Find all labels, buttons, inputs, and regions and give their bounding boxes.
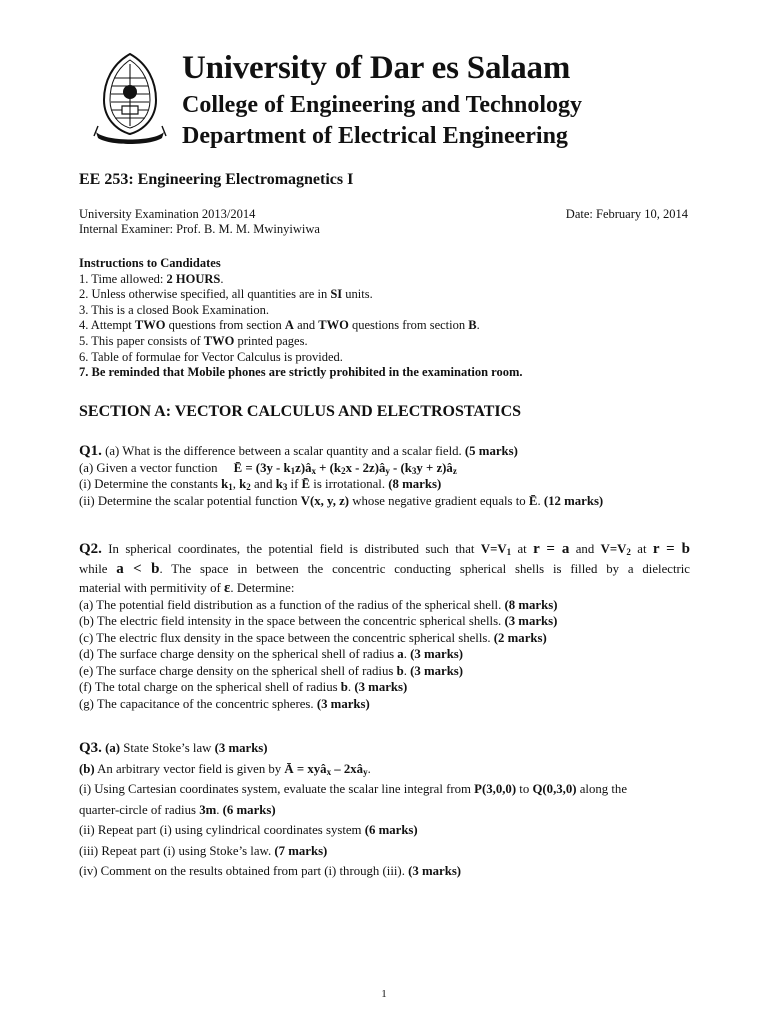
instructions-heading: Instructions to Candidates xyxy=(79,256,221,270)
q2-part-f: (f) The total charge on the spherical shell of radius b. (3 marks) xyxy=(79,680,408,694)
q2-part-a: (a) The potential field distribution as a function of the radius of the spherical shell. (8 marks) xyxy=(79,597,558,612)
instruction-4: 4. Attempt TWO questions from section A and TWO questions from section B. xyxy=(79,318,480,333)
instructions-block xyxy=(79,256,523,381)
q3-part-i-cont: quarter-circle of radius 3m. (6 marks) xyxy=(79,802,276,817)
q3-part-ii: (ii) Repeat part (i) using cylindrical coordinates system (6 marks) xyxy=(79,823,418,837)
q2-para-line-2: while a < b. The space in between the concentric conducting spherical shells is filled by a dielectric xyxy=(79,560,690,577)
page-number: 1 xyxy=(381,988,387,1000)
exam-title: University Examination 2013/2014 xyxy=(79,207,256,221)
instruction-1: 1. Time allowed: 2 HOURS. xyxy=(79,271,224,286)
instruction-3: 3. This is a closed Book Examination. xyxy=(79,302,270,317)
question-2 xyxy=(79,541,690,712)
q2-para-line-1: Q2. In spherical coordinates, the potential field is distributed such that $V=V_1$ at r = a and $V=V_2$ at r = b xyxy=(79,541,690,557)
instruction-2: 2. Unless otherwise specified, all quantities are in SI units. xyxy=(79,287,373,302)
instruction-6: 6. Table of formulae for Vector Calculus is provided. xyxy=(79,349,343,364)
q1-line-2: (a) Given a vector function Ē = $(3y - k_1z)â_x + (k_2x$ - $2z)â_y - (k_3y$ + $z)â_z$ xyxy=(79,460,457,476)
instruction-5: 5. This paper consists of TWO printed pages. xyxy=(79,333,308,348)
q2-part-g: (g) The capacitance of the concentric spheres. (3 marks) xyxy=(79,696,370,711)
department-name: Department of Electrical Engineering xyxy=(182,123,568,149)
section-a-heading: SECTION A: VECTOR CALCULUS AND ELECTROSTATICS xyxy=(79,403,522,420)
q2-part-e: (e) The surface charge density on the spherical shell of radius b. (3 marks) xyxy=(79,663,464,678)
q2-para-line-3: material with permitivity of ε. Determine: xyxy=(79,580,295,596)
q3-part-iii: (iii) Repeat part (i) using Stoke’s law. (7 marks) xyxy=(79,843,328,858)
q2-part-b: (b) The electric field intensity in the space between the concentric spherical shells. (3 marks) xyxy=(79,614,558,628)
q3-vector-equation: Ā = xyâ$_x$ – $2xâ_y$ xyxy=(284,761,368,777)
university-title: University of Dar es Salaam xyxy=(182,50,571,86)
q1-part-ii: (ii) Determine the scalar potential function V(x, y, z) whose negative gradient equals to Ē. (12 marks) xyxy=(79,493,604,508)
instruction-7: 7. Be reminded that Mobile phones are strictly prohibited in the examination room. xyxy=(79,365,523,380)
question-1 xyxy=(79,443,690,509)
q3-part-a: Q3. (a) State Stoke’s law (3 marks) xyxy=(79,740,268,756)
university-crest-icon xyxy=(92,52,168,144)
question-3 xyxy=(79,738,690,882)
examiner: Internal Examiner: Prof. B. M. M. Mwinyiwiwa xyxy=(79,222,320,236)
q2-part-c: (c) The electric flux density in the space between the concentric spherical shells. (2 marks) xyxy=(79,630,547,645)
exam-date: Date: February 10, 2014 xyxy=(565,207,688,221)
college-name: College of Engineering and Technology xyxy=(182,92,583,118)
q1-part-i: (i) Determine the constants $k_1$, $k_2$ and $k_3$ if Ē is irrotational. (8 marks) xyxy=(79,477,442,492)
q3-part-b: (b) An arbitrary vector field is given by Ā = xyâ$_x$ – $2xâ_y$. xyxy=(79,761,371,777)
course-title: EE 253: Engineering Electromagnetics I xyxy=(79,171,354,188)
q1-line-1: Q1. (a) What is the difference between a scalar quantity and a scalar field. (5 marks) xyxy=(79,443,518,459)
q2-part-d: (d) The surface charge density on the spherical shell of radius a. (3 marks) xyxy=(79,647,464,661)
q1-vector-equation: Ē = $(3y - k_1z)â_x + (k_2x$ - $2z)â_y - (k_3y$ + $z)â_z$ xyxy=(233,460,457,476)
q3-part-iv: (iv) Comment on the results obtained from part (i) through (iii). (3 marks) xyxy=(79,864,462,878)
q3-part-i: (i) Using Cartesian coordinates system, evaluate the scalar line integral from P(3,0,0) to Q(0,3,0) along the xyxy=(79,782,627,796)
